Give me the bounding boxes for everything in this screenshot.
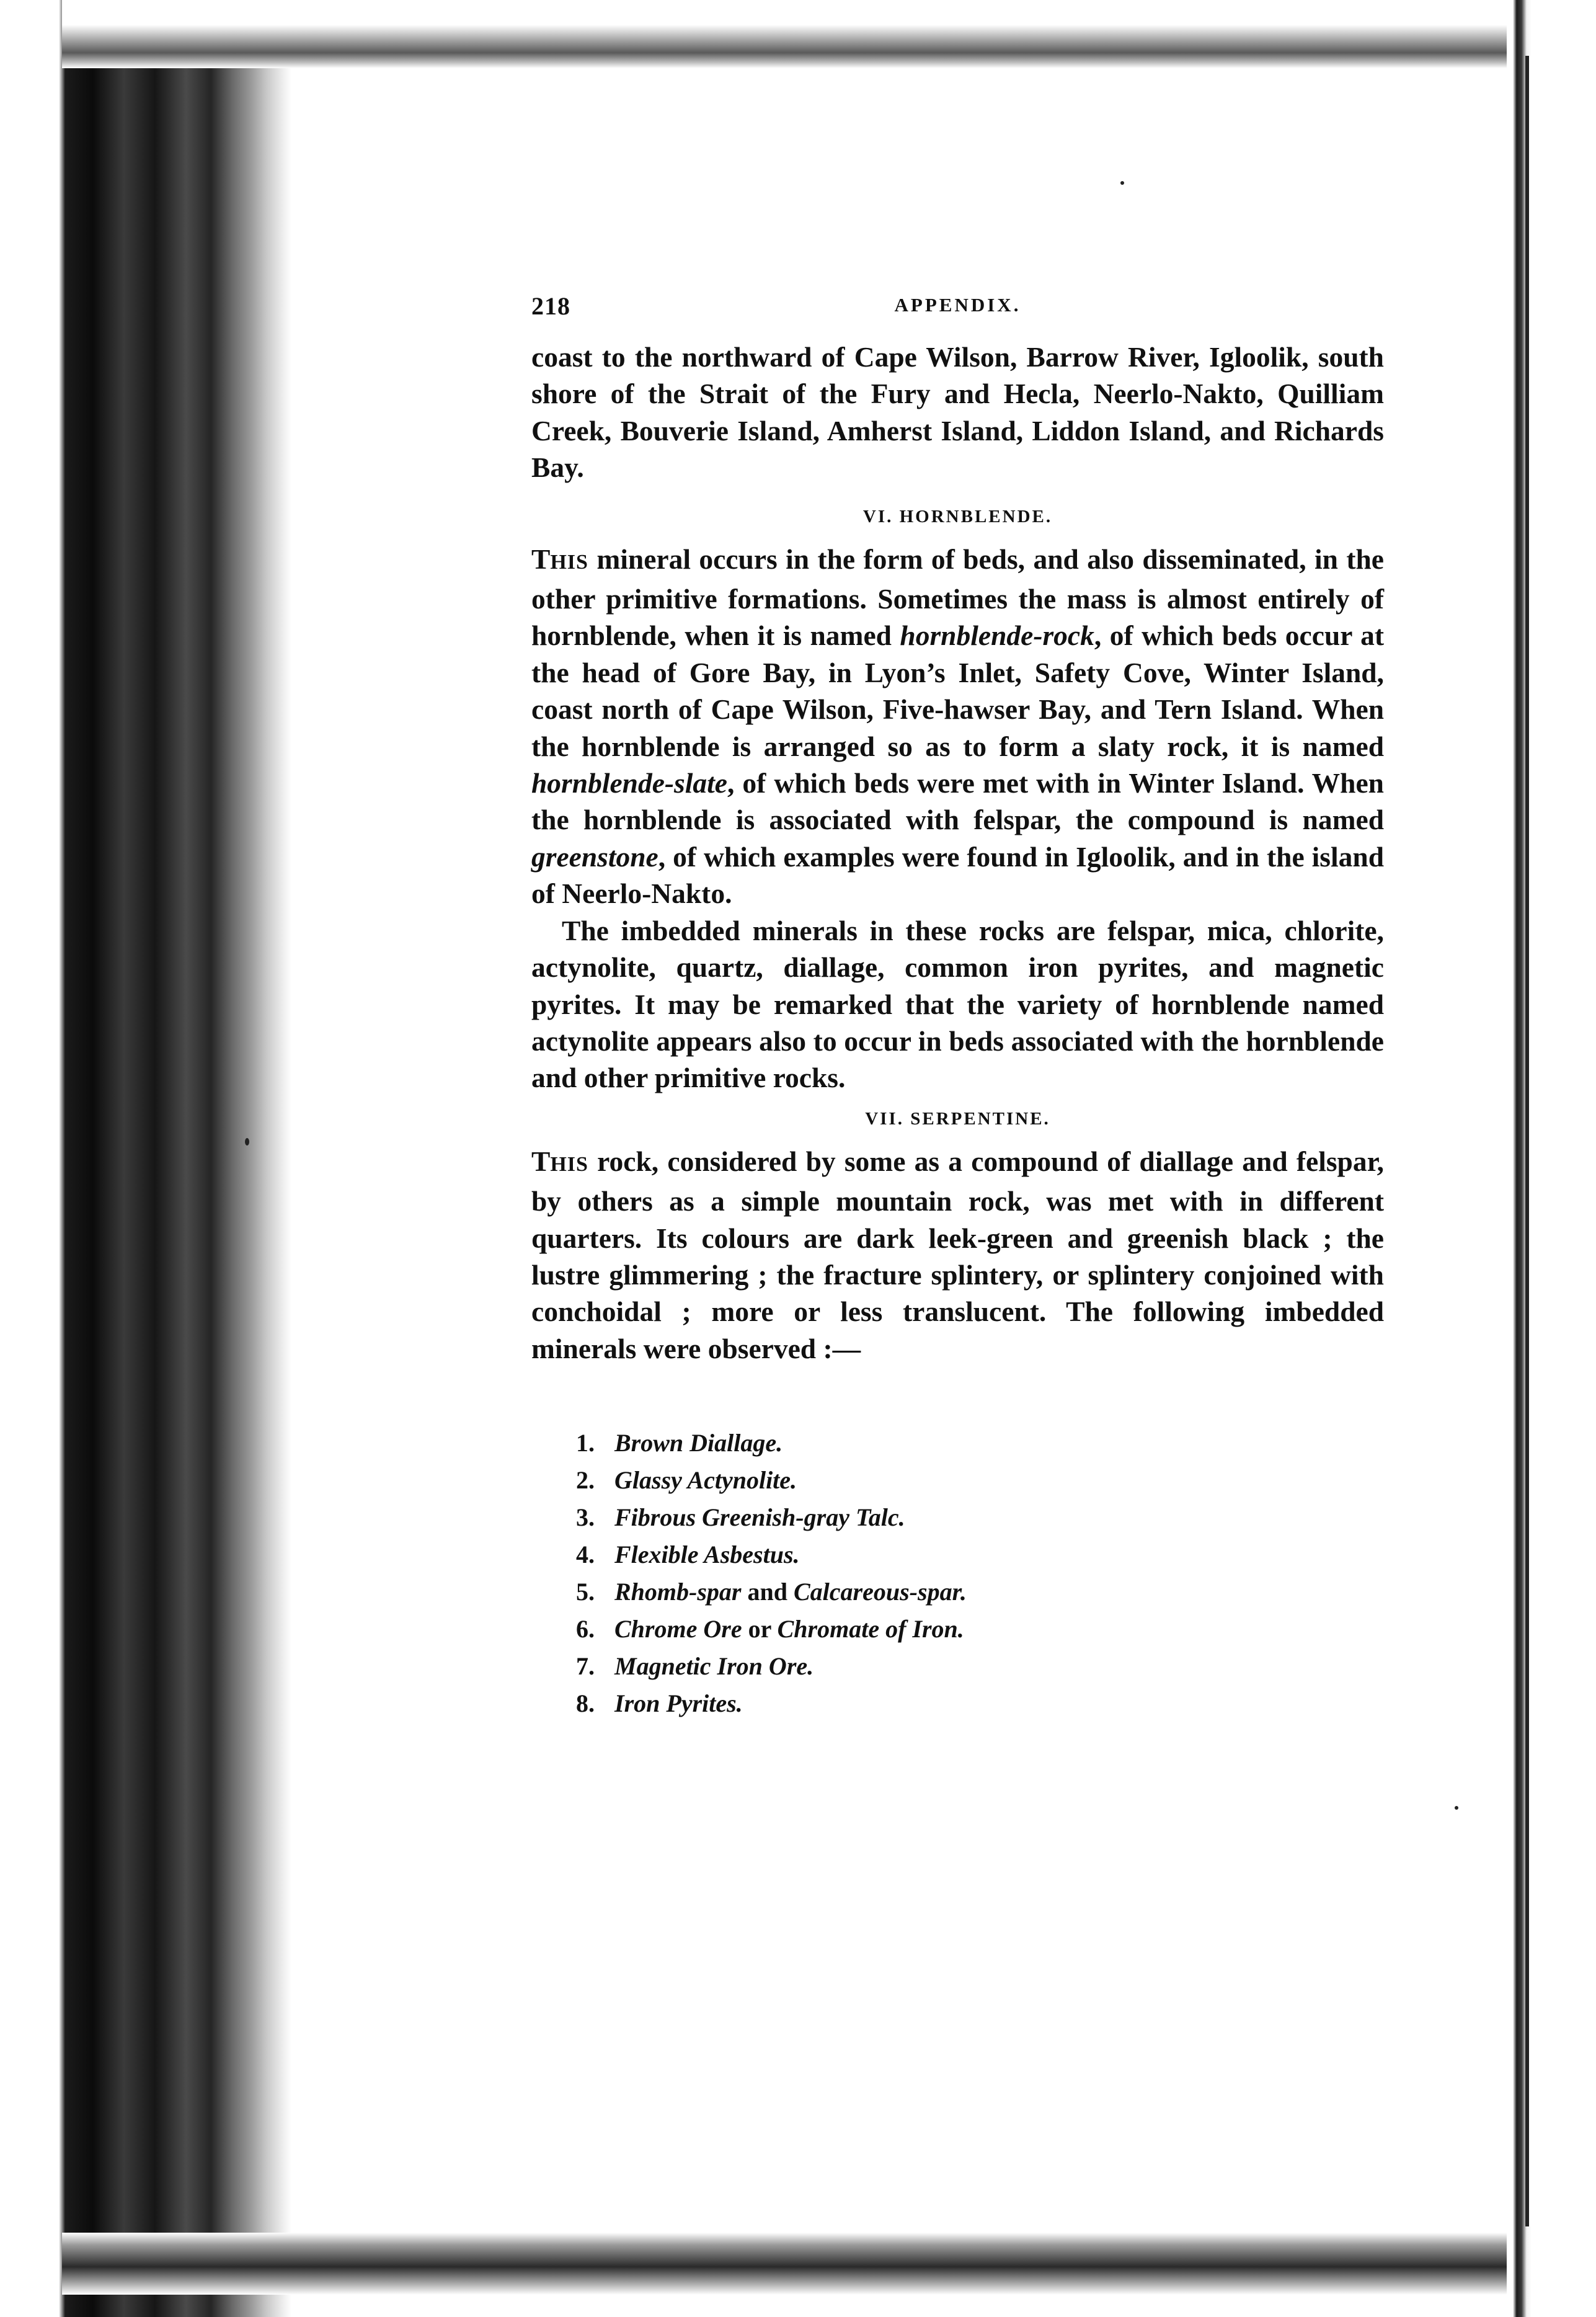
mineral-name: Magnetic Iron Ore. bbox=[614, 1652, 814, 1681]
mineral-name: Flexible Asbestus. bbox=[614, 1541, 800, 1569]
list-item bbox=[576, 1425, 1384, 1462]
lead-cap: T bbox=[531, 543, 551, 575]
list-number: 1. bbox=[576, 1429, 595, 1457]
list-item bbox=[576, 1685, 1384, 1722]
list-item bbox=[576, 1573, 1384, 1611]
italic-term: hornblende-slate bbox=[531, 767, 727, 799]
book-binding-shadow bbox=[0, 0, 291, 2317]
paragraph-text: rock, considered by some as a compound of diallage and felspar, by others as a simple mountain rock, was met with in different quarters. Its colours are dark leek-green and greenish black ; the lustre glimmering ; the fracture splintery, or splintery conjoined with conchoidal ; more or less translucent. The following imbedded minerals were observed :— bbox=[531, 1145, 1384, 1364]
page-top-edge bbox=[62, 0, 1519, 68]
page-text bbox=[531, 291, 1384, 1722]
list-number: 4. bbox=[576, 1541, 595, 1569]
italic-term: greenstone bbox=[531, 840, 658, 873]
italic-term: hornblende-rock bbox=[900, 620, 1094, 652]
mineral-name: Rhomb-spar bbox=[614, 1578, 742, 1606]
mineral-list bbox=[531, 1367, 1384, 1722]
mineral-name: Brown Diallage. bbox=[614, 1429, 783, 1457]
page-number: 218 bbox=[531, 292, 570, 320]
lead-small-caps: HIS bbox=[550, 1152, 588, 1176]
mineral-name: Fibrous Greenish-gray Talc. bbox=[614, 1503, 905, 1532]
mineral-name: Iron Pyrites. bbox=[614, 1689, 743, 1718]
list-item bbox=[576, 1648, 1384, 1685]
mineral-name: Glassy Actynolite. bbox=[614, 1466, 797, 1495]
conjunction: and bbox=[747, 1578, 787, 1606]
list-number: 6. bbox=[576, 1615, 595, 1643]
list-number: 3. bbox=[576, 1503, 595, 1532]
mineral-name: Chrome Ore bbox=[614, 1615, 742, 1643]
list-number: 7. bbox=[576, 1652, 595, 1681]
serpentine-paragraph-1 bbox=[531, 1143, 1384, 1367]
lead-cap: T bbox=[531, 1145, 551, 1177]
paragraph-text: , of which beds were met with in Winter Island. When the hornblende is associated with felspar, the compound is named bbox=[531, 767, 1384, 836]
scan-speck bbox=[1120, 181, 1124, 185]
conjunction: or bbox=[748, 1615, 771, 1643]
lead-small-caps: HIS bbox=[550, 550, 588, 574]
mineral-name: Chromate of Iron. bbox=[777, 1615, 964, 1643]
list-item bbox=[576, 1499, 1384, 1536]
hornblende-paragraph-1 bbox=[531, 541, 1384, 912]
scan-speck bbox=[1455, 1806, 1458, 1810]
mineral-name: Calcareous-spar. bbox=[794, 1578, 967, 1606]
running-head bbox=[531, 291, 1384, 335]
running-title: APPENDIX. bbox=[894, 294, 1021, 316]
continued-paragraph: coast to the northward of Cape Wilson, Barrow River, Igloolik, south shore of the Strait of the Fury and Hecla, Neerlo-Nakto, Quilliam Creek, Bouverie Island, Amherst Island, Liddon Island, and Richards Bay. bbox=[531, 341, 1384, 484]
list-number: 5. bbox=[576, 1578, 595, 1606]
paragraph-text: mineral occurs in the form of beds, and also disseminated, in the other primitive formations. Sometimes the mass is almost entirely of hornblende, when it is named bbox=[531, 543, 1384, 652]
hornblende-paragraph-2: The imbedded minerals in these rocks are felspar, mica, chlorite, actynolite, quartz, diallage, common iron pyrites, and magnetic pyrites. It may be remarked that the variety of hornblende named actynolite appears also to occur in beds associated with the hornblende and other primitive rocks. bbox=[531, 914, 1384, 1094]
paragraph-text: , of which beds occur at the head of Gore Bay, in Lyon’s Inlet, Safety Cove, Winter Island, coast north of Cape Wilson, Five-hawser Bay, and Tern Island. When the hornblende is arranged so as to form a slaty rock, it is named bbox=[531, 620, 1384, 762]
scan-speck bbox=[245, 1138, 249, 1145]
section-heading-serpentine: VII. SERPENTINE. bbox=[865, 1108, 1050, 1129]
list-number: 2. bbox=[576, 1466, 595, 1495]
list-item bbox=[576, 1611, 1384, 1648]
list-number: 8. bbox=[576, 1689, 595, 1718]
section-heading-hornblende: VI. HORNBLENDE. bbox=[862, 506, 1053, 527]
facing-page-sliver bbox=[1525, 56, 1596, 2226]
page-bottom-edge bbox=[62, 2233, 1519, 2295]
list-item bbox=[576, 1536, 1384, 1573]
list-item bbox=[576, 1462, 1384, 1499]
paragraph-text: , of which examples were found in Igloolik, and in the island of Neerlo-Nakto. bbox=[531, 840, 1384, 910]
